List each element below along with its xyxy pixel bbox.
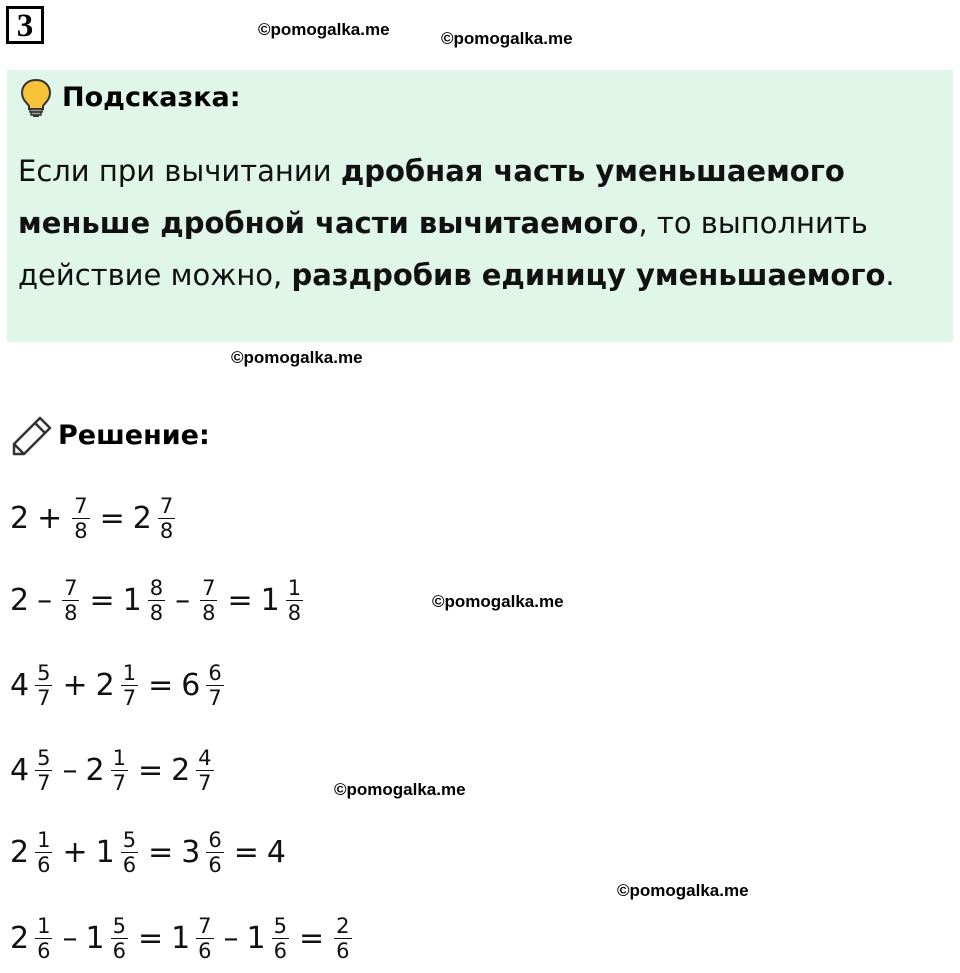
- fraction-numerator: 7: [202, 575, 216, 600]
- watermark: ©pomogalka.me: [432, 592, 564, 611]
- equation-row: [8, 740, 218, 800]
- number: 4: [266, 834, 286, 870]
- operator: –: [62, 920, 78, 956]
- fraction-numerator: 1: [37, 827, 51, 852]
- fraction-numerator: 7: [198, 913, 212, 938]
- fraction: [196, 914, 213, 963]
- fraction-denominator: 8: [74, 518, 88, 543]
- fraction: [35, 746, 52, 795]
- fraction-denominator: 7: [37, 685, 51, 710]
- fraction-denominator: 8: [287, 600, 302, 625]
- number: 2: [10, 582, 30, 618]
- fraction: [206, 661, 223, 710]
- fraction: [148, 576, 165, 625]
- hint-title: Подсказка:: [62, 82, 241, 113]
- operator: –: [175, 582, 191, 618]
- operator: =: [233, 834, 259, 870]
- fraction-numerator: 7: [74, 493, 88, 518]
- number: 1: [122, 582, 142, 618]
- operator: +: [62, 834, 88, 870]
- fraction-denominator: 6: [37, 938, 51, 963]
- fraction: [35, 914, 52, 963]
- hint-text-bold: дробная часть уменьшаемого меньше дробной части вычитаемого: [18, 154, 845, 240]
- fraction: [121, 661, 138, 710]
- fraction: [200, 576, 217, 625]
- fraction-numerator: 5: [122, 827, 137, 852]
- fraction-denominator: 6: [112, 938, 126, 963]
- number: 1: [171, 920, 191, 956]
- number: 2: [10, 920, 30, 956]
- fraction: [111, 914, 128, 963]
- fraction-numerator: 5: [37, 660, 51, 685]
- hint-text-part: .: [885, 258, 895, 292]
- number: 2: [85, 752, 105, 788]
- number: 6: [181, 667, 201, 703]
- fraction: [334, 914, 351, 963]
- operator: =: [299, 920, 325, 956]
- number: 1: [85, 920, 105, 956]
- fraction: [62, 576, 79, 625]
- hint-text: [18, 145, 938, 301]
- fraction-numerator: 5: [112, 913, 126, 938]
- watermark: ©pomogalka.me: [441, 29, 573, 48]
- lightbulb-icon: [18, 78, 54, 118]
- hint-text-part: , то выполнить действие можно,: [18, 206, 868, 292]
- fraction: [72, 494, 89, 543]
- number: 4: [10, 667, 30, 703]
- fraction-numerator: 6: [208, 827, 222, 852]
- equation-row: [8, 822, 288, 882]
- fraction-numerator: 8: [149, 575, 164, 600]
- equation-row: [8, 655, 228, 715]
- watermark: ©pomogalka.me: [231, 348, 363, 367]
- fraction-numerator: 1: [37, 913, 51, 938]
- operator: =: [148, 667, 174, 703]
- fraction-denominator: 8: [159, 518, 174, 543]
- operator: =: [148, 834, 174, 870]
- fraction-denominator: 8: [149, 600, 164, 625]
- fraction-denominator: 8: [202, 600, 216, 625]
- fraction-denominator: 6: [198, 938, 212, 963]
- number: 2: [171, 752, 191, 788]
- equation-row: [8, 570, 307, 630]
- solution-title: Решение:: [58, 420, 210, 451]
- fraction: [286, 576, 303, 625]
- fraction-denominator: 8: [64, 600, 78, 625]
- operator: =: [137, 752, 164, 788]
- number: 2: [95, 667, 115, 703]
- pencil-icon: [10, 414, 54, 458]
- fraction: [35, 661, 52, 710]
- number: 2: [10, 500, 30, 536]
- fraction: [121, 828, 138, 877]
- fraction-numerator: 7: [159, 493, 174, 518]
- fraction-numerator: 1: [112, 745, 126, 770]
- number: 1: [260, 582, 280, 618]
- fraction: [158, 494, 175, 543]
- fraction-denominator: 6: [122, 852, 137, 877]
- operator: +: [62, 667, 88, 703]
- watermark: ©pomogalka.me: [334, 780, 466, 799]
- operator: =: [137, 920, 164, 956]
- fraction-numerator: 6: [208, 660, 222, 685]
- operator: =: [227, 582, 253, 618]
- hint-text-bold: раздробив единицу уменьшаемого: [291, 258, 886, 292]
- watermark: ©pomogalka.me: [258, 20, 390, 39]
- fraction: [196, 746, 213, 795]
- fraction: [35, 828, 52, 877]
- fraction-denominator: 7: [112, 770, 126, 795]
- hint-text-part: Если при вычитании: [18, 154, 341, 188]
- operator: –: [62, 752, 78, 788]
- fraction-denominator: 6: [273, 938, 288, 963]
- number: 2: [10, 834, 30, 870]
- operator: –: [37, 582, 53, 618]
- number: 1: [246, 920, 266, 956]
- fraction-numerator: 7: [64, 575, 78, 600]
- number: 1: [95, 834, 115, 870]
- fraction-numerator: 1: [287, 575, 302, 600]
- operator: –: [223, 920, 239, 956]
- fraction-numerator: 1: [122, 660, 137, 685]
- fraction-denominator: 7: [37, 770, 51, 795]
- number: 2: [132, 500, 152, 536]
- fraction-denominator: 6: [37, 852, 51, 877]
- operator: =: [99, 500, 125, 536]
- equation-row: [8, 908, 356, 968]
- fraction-denominator: 6: [208, 852, 222, 877]
- equation-row: [8, 488, 179, 548]
- number: 4: [10, 752, 30, 788]
- fraction-denominator: 6: [336, 938, 350, 963]
- fraction-denominator: 7: [208, 685, 222, 710]
- fraction: [111, 746, 128, 795]
- fraction-denominator: 7: [198, 770, 212, 795]
- operator: =: [89, 582, 115, 618]
- fraction: [272, 914, 289, 963]
- fraction: [206, 828, 223, 877]
- number: 3: [181, 834, 201, 870]
- fraction-numerator: 2: [336, 913, 350, 938]
- fraction-denominator: 7: [122, 685, 137, 710]
- fraction-numerator: 4: [198, 745, 212, 770]
- fraction-numerator: 5: [37, 745, 51, 770]
- fraction-numerator: 5: [273, 913, 288, 938]
- task-number-box: 3: [6, 6, 44, 44]
- watermark: ©pomogalka.me: [617, 881, 749, 900]
- operator: +: [37, 500, 63, 536]
